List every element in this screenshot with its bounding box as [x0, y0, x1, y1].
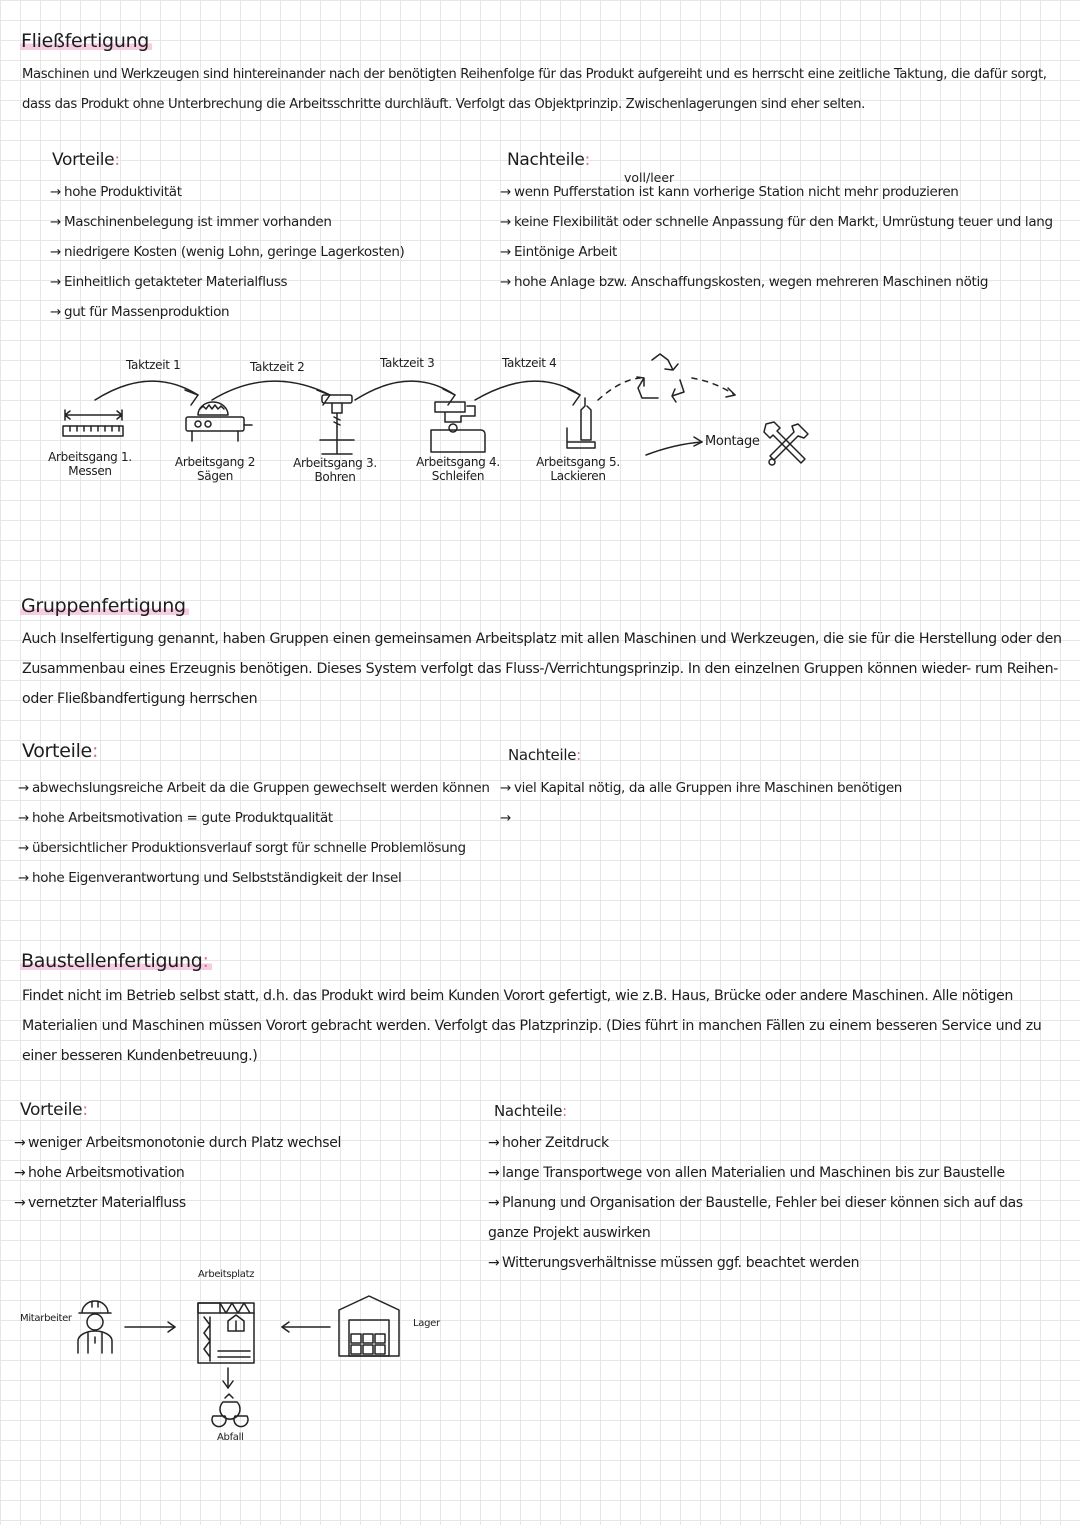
- list-item: → vernetzter Materialfluss: [14, 1195, 186, 1211]
- list-item: → hoher Zeitdruck: [488, 1135, 609, 1151]
- baustelle-vorteile-list: [14, 1128, 341, 1218]
- baustelle-section: [0, 945, 1080, 1505]
- arbeitsplatz-label: Arbeitsplatz: [198, 1269, 255, 1280]
- flow-diagram: [0, 340, 1080, 500]
- list-item: → Planung und Organisation der Baustelle, Fehler bei dieser können sich auf das ganze Projekt auswirken: [488, 1195, 1023, 1241]
- workplace-icon: [190, 1285, 270, 1365]
- takt-label-1: Taktzeit 1: [126, 358, 181, 372]
- arrow-head: [726, 388, 735, 397]
- list-item: → hohe Arbeitsmotivation: [14, 1165, 185, 1181]
- fliess-nachteile-title: Nachteile:: [507, 150, 591, 170]
- list-item: → hohe Eigenverantwortung und Selbstständigkeit der Insel: [18, 870, 402, 886]
- list-item: → weniger Arbeitsmonotonie durch Platz wechsel: [14, 1135, 342, 1151]
- list-item: → lange Transportwege von allen Materialien und Maschinen bis zur Baustelle: [488, 1165, 1005, 1181]
- list-item: → hohe Produktivität: [50, 184, 182, 200]
- baustelle-nachteile-title: Nachteile:: [494, 1102, 567, 1120]
- drill-icon: [310, 390, 370, 460]
- baustelle-title: Baustellenfertigung:: [20, 950, 212, 972]
- gruppen-nachteile-list: [500, 773, 902, 833]
- list-item: → hohe Arbeitsmotivation = gute Produktqualität: [18, 810, 333, 826]
- list-item: → viel Kapital nötig, da alle Gruppen ihre Maschinen benötigen: [500, 780, 902, 796]
- baustelle-nachteile-list: [488, 1128, 1048, 1278]
- baustelle-text: Findet nicht im Betrieb selbst statt, d.h. das Produkt wird beim Kunden Vorort gefertigt, wie z.B. Haus, Brücke oder andere Maschinen. Alle nötigen Materialien und Maschinen müssen Vorort gebracht werden. Verfolgt das Platzprinzip. (Dies führt in manchen Fällen zu einem besseren Service und zu einer besseren Kundenbetreuung.): [22, 988, 1042, 1064]
- list-item: → Eintönige Arbeit: [500, 244, 617, 260]
- takt-label-4: Taktzeit 4: [502, 356, 557, 370]
- list-item: → Maschinenbelegung ist immer vorhanden: [50, 214, 332, 230]
- fliess-vorteile-list: [50, 177, 404, 327]
- step-label: Arbeitsgang 2 Sägen: [174, 455, 256, 483]
- list-item: → gut für Massenproduktion: [50, 304, 230, 320]
- list-item: → hohe Anlage bzw. Anschaffungskosten, wegen mehreren Maschinen nötig: [500, 274, 989, 290]
- list-item: → abwechslungsreiche Arbeit da die Gruppen gewechselt werden können: [18, 780, 490, 796]
- gruppen-section: [0, 590, 1080, 910]
- tools-icon: [758, 418, 818, 478]
- lager-label: Lager: [413, 1318, 440, 1329]
- arrow-head: [694, 437, 702, 446]
- warehouse-icon: [335, 1290, 405, 1360]
- saw-icon: [178, 395, 258, 455]
- step-label: Arbeitsgang 3. Bohren: [293, 456, 377, 484]
- grinder-icon: [425, 390, 495, 460]
- list-item: →: [500, 810, 511, 826]
- dashed-arc: [692, 378, 735, 395]
- gruppen-nachteile-title: Nachteile:: [508, 746, 581, 764]
- step-label: Arbeitsgang 1. Messen: [48, 450, 132, 478]
- pufferstation-note: voll/leer: [624, 170, 675, 185]
- takt-label-2: Taktzeit 2: [250, 360, 305, 374]
- list-item: → niedrigere Kosten (wenig Lohn, geringe Lagerkosten): [50, 244, 405, 260]
- gruppen-title: Gruppenfertigung: [20, 595, 189, 617]
- list-item: → Witterungsverhältnisse müssen ggf. beachtet werden: [488, 1255, 860, 1271]
- fliess-title: Fließfertigung: [20, 30, 152, 52]
- recycling-icon: [630, 350, 690, 410]
- mitarbeiter-label: Mitarbeiter: [20, 1313, 72, 1324]
- baustelle-vorteile-title: Vorteile:: [20, 1100, 88, 1120]
- list-item: → keine Flexibilität oder schnelle Anpassung für den Markt, Umrüstung teuer und lang: [500, 214, 1053, 230]
- montage-label: Montage: [705, 434, 760, 449]
- worker-icon: [70, 1297, 120, 1357]
- takt-label-3: Taktzeit 3: [380, 356, 435, 370]
- abfall-label: Abfall: [217, 1432, 244, 1443]
- fliess-vorteile-title: Vorteile:: [52, 150, 120, 170]
- gruppen-text: Auch Inselfertigung genannt, haben Gruppen einen gemeinsamen Arbeitsplatz mit allen Maschinen und Werkzeugen, die sie für die Herstellung oder den Zusammenbau eines Erzeugnis benötigen. Dieses System verfolgt das Fluss-/Verrichtungsprinzip. In den einzelnen Gruppen können wieder- rum Reihen- oder Fließbandfertigung herrschen: [22, 631, 1062, 707]
- spray-icon: [555, 388, 605, 458]
- step-label: Arbeitsgang 5. Lackieren: [536, 455, 620, 483]
- step-label: Arbeitsgang 4. Schleifen: [416, 455, 500, 483]
- gruppen-vorteile-list: [18, 773, 490, 893]
- list-item: → Einheitlich getakteter Materialfluss: [50, 274, 288, 290]
- fliess-text: Maschinen und Werkzeugen sind hintereinander nach der benötigten Reihenfolge für das Produkt aufgereiht und es herrscht eine zeitliche Taktung, die dafür sorgt, dass das Produkt ohne Unterbrechung die Arbeitsschritte durchläuft. Verfolgt das Objektprinzip. Zwischenlagerungen sind eher selten.: [22, 67, 1047, 112]
- list-item: → wenn Pufferstation ist kann vorherige Station nicht mehr produzieren: [500, 184, 959, 200]
- fliess-section: [0, 0, 1080, 520]
- waste-icon: [205, 1390, 255, 1435]
- list-item: → übersichtlicher Produktionsverlauf sorgt für schnelle Problemlösung: [18, 840, 466, 856]
- montage-arrow: [646, 442, 702, 455]
- gruppen-vorteile-title: Vorteile:: [22, 740, 99, 762]
- ruler-icon: [60, 402, 140, 442]
- fliess-nachteile-list: [500, 177, 1053, 297]
- baustelle-diagram: [0, 1265, 500, 1455]
